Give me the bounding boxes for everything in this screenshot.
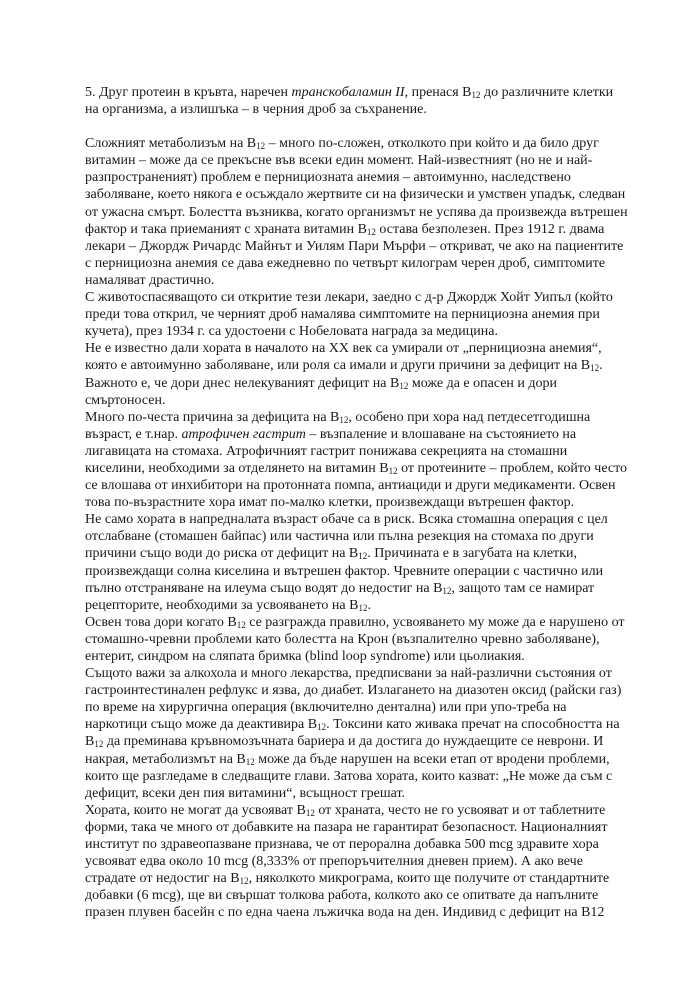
subscript-text: 12 (339, 414, 349, 425)
text-run: може да е опасен и дори смъртоносен. (85, 375, 558, 408)
subscript-text: 12 (245, 756, 255, 767)
text-run: , особено при хора над петдесетгодишна възраст, е т.нар. (85, 409, 591, 442)
paragraph-gap (85, 118, 630, 135)
italic-text: атрофичен гастрит (181, 426, 306, 442)
text-run: . Токсини като живака пречат на способността на B (85, 717, 620, 750)
subscript-text: 12 (358, 551, 368, 562)
text-run: Същото важи за алкохола и много лекарства, предписвани за най-различни състояния от гастроинтестинален рефлукс и язва, до диабет. Излагането на диазотен оксид (райски газ) по време на хирургична операция (включително дентална) или при упо-треба на наркотици също може да деактивира B (85, 666, 622, 733)
text-run: . Причината е в загубата на клетки, произвеждащи солна киселина и вътрешен фактор. Чревните операции с частично или пълно отстраняване на илеума също водят до недостиг на B (85, 546, 604, 596)
subscript-text: 12 (94, 739, 104, 750)
text-run: С животоспасяващото си откритие тези лекари, заедно с д-р Джордж Хойт Уипъл (който преди това открил, че черният дроб намалява симптомите на пернициозна анемия при кучета), през 1934 г. са удостоени с Нобеловата награда за медицина. (85, 290, 613, 340)
text-run: се разгражда правилно, усвояването му може да е нарушено от стомашно-чревни проблеми като болестта на Крон (възпалително чревно заболяване), ентерит, синдром на сляпата бримка (blind loop syndrome) или цьолиакия. (85, 614, 625, 664)
paragraph-9 (85, 802, 630, 922)
text-run: – възпаление и влошаване на състоянието на лигавицата на стомаха. Атрофичният гастрит понижава секрецията на стомашни киселини, необходими за отделянето на витамин B (85, 426, 577, 476)
text-run: остава безполезен. През 1912 г. двама лекари – Джордж Ричардс Майнът и Уилям Пари Мърфи – откриват, че ако на пациентите с пернициозна анемия се дава ежедневно по четвърт килограм черен дроб, симптомите намаляват драстично. (85, 221, 624, 288)
paragraph-7 (85, 614, 630, 665)
text-run: 5. Друг протеин в кръвта, наречен (85, 85, 292, 100)
text-run: , няколкото микрограма, които ще получите от стандартните добавки (6 mcg), ще ви свършат толкова работа, колкото ако се опитвате да напълните празен плувен басейн с по една чаена лъжичка вода на ден. Индивид с дефицит на B12 (85, 871, 610, 921)
paragraph-3 (85, 289, 630, 340)
text-run: Хората, които не могат да усвояват B (85, 802, 306, 818)
text-run: Не е известно дали хората в началото на XX век са умирали от „пернициозна анемия“, която е автоимунно заболяване, или роля са имали и други причини за дефицит на B (85, 341, 602, 374)
text-run: от протеините – проблем, който често се влошава от инхибитори на протонната помпа, антиациди и други медикаменти. Освен това по-възрастните хора имат по-малко клетки, произвеждащи вътрешен фактор. (85, 460, 628, 511)
subscript-text: 12 (236, 619, 246, 630)
paragraph-5 (85, 409, 630, 512)
text-run: може да бъде нарушен на всеки етап от вродени проблеми, които ще разгледаме в следващите глави. Затова хората, които казват: „Не може да съм с дефицит, всеки ден пия витамини“, всъщност грешат. (85, 751, 613, 801)
subscript-text: 12 (388, 465, 398, 476)
paragraph-1 (85, 84, 630, 118)
subscript-text: 12 (442, 585, 452, 596)
subscript-text: 12 (471, 90, 481, 100)
subscript-text: 12 (317, 722, 327, 733)
subscript-text: 12 (399, 380, 409, 391)
subscript-text: 12 (366, 226, 376, 237)
paragraph-2 (85, 135, 630, 289)
text-run: пренася B (408, 85, 472, 100)
subscript-text: 12 (239, 876, 249, 887)
text-run: Не само хората в напредналата възраст обаче са в риск. Всяка стомашна операция с цел отслабване (стомашен байпас) или частична или пълна резекция на стомаха по други причини също води до риска от дефицит на B (85, 512, 608, 562)
paragraph-8 (85, 665, 630, 802)
text-run: , защото там се намират рецепторите, необходими за усвояването на B (85, 580, 595, 613)
text-run: Сложният метаболизъм на B (85, 136, 257, 152)
text-run: Много по-честа причина за дефицита на B (85, 409, 340, 425)
subscript-text: 12 (305, 807, 315, 818)
text-run: – много по-сложен, отколкото при който и да било друг витамин – може да се прекъсне във всеки един момент. Най-известният (но не и най-разпространеният) проблем е пернициозната анемия – автоимунно, наследствено заболяване, което някога е осъждало жертвите си на физически и умствен упадък, следван от ужасна смърт. Болестта възниква, когато организмът не успява да произвежда вътрешен фактор и така приеманият с храната витамин B (85, 136, 628, 237)
subscript-text: 12 (256, 141, 266, 152)
paragraph-6 (85, 511, 630, 614)
subscript-text: 12 (358, 602, 368, 613)
italic-text: транскобаламин II, (291, 85, 409, 100)
document-body (85, 84, 630, 922)
text-run: до различните клетки на организма, а излишъка – в черния дроб за съхранение. (85, 85, 614, 118)
text-run: да преминава кръвномозъчната бариера и да достига до нуждаещите се неврони. И накрая, метаболизмът на B (85, 734, 604, 767)
subscript-text: 12 (590, 363, 600, 374)
text-run: от храната, често не го усвояват и от таблетните форми, така че много от добавките на пазара не гарантират безопасност. Националният институт по здравеопазване признава, че от перорална добавка 500 mcg здравите хора усвояват едва около 10 mcg (8,333% от препоръчителния дневен прием). А ако вече страдате от недостиг на B (85, 802, 608, 887)
text-run: Освен това дори когато B (85, 614, 237, 630)
paragraph-4 (85, 340, 630, 408)
text-run: . (367, 597, 371, 613)
text-run: . Важното е, че дори днес нелекуваният дефицит на B (85, 358, 603, 391)
